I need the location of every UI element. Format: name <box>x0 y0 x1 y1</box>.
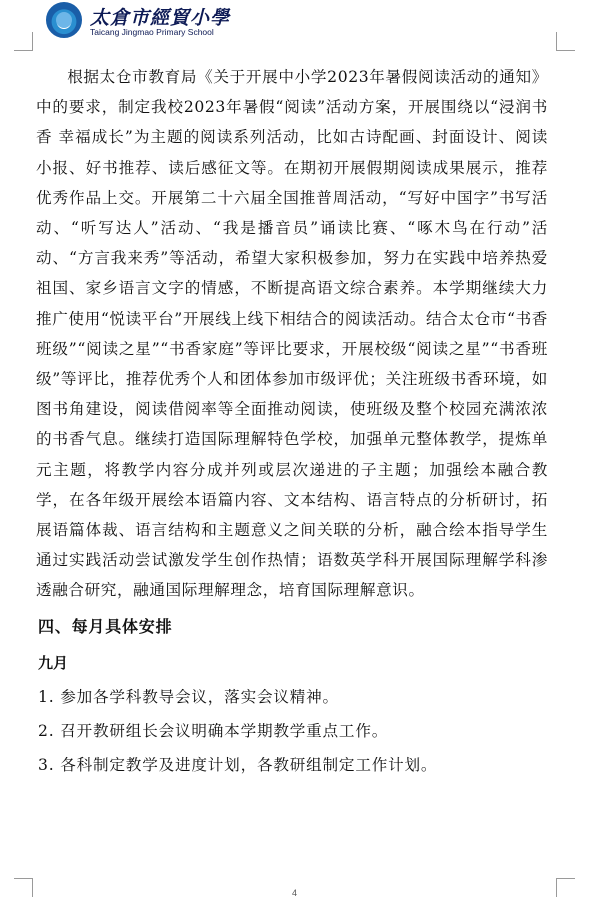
month-title: 九月 <box>38 653 69 672</box>
school-emblem-icon <box>46 2 82 38</box>
body-paragraph: 根据太仓市教育局《关于开展中小学2023年暑假阅读活动的通知》中的要求，制定我校2023年暑假“阅读”活动方案，开展围绕以“浸润书香 幸福成长”为主题的阅读系列活动，比如古诗配画、封面设计、阅读小报、好书推荐、读后感征文等。在期初开展假期阅读成果展示，推荐优秀作品上交。开展第二十六届全国推普周活动，“写好中国字”书写活动、“听写达人”活动、“我是播音员”诵读比赛、“啄木鸟在行动”活动、“方言我来秀”等活动，希望大家积极参加，努力在实践中培养热爱祖国、家乡语言文字的情感，不断提高语文综合素养。本学期继续大力推广使用“悦读平台”开展线上线下相结合的阅读活动。结合太仓市“书香班级”“阅读之星”“书香家庭”等评比要求，开展校级“阅读之星”“书香班级”等评比，推荐优秀个人和团体参加市级评优；关注班级书香环境，如图书角建设，阅读借阅率等全面推动阅读，使班级及整个校园充满浓浓的书香气息。继续打造国际理解特色学校，加强单元整体教学，提炼单元主题，将教学内容分成并列或层次递进的子主题；加强绘本融合教学，在各年级开展绘本语篇内容、文本结构、语言特点的分析研讨，拓展语篇体裁、语言结构和主题意义之间关联的分析，融合绘本指导学生通过实践活动尝试激发学生创作热情；语数英学科开展国际理解学科渗透融合研究，融通国际理解理念，培育国际理解意识。 <box>36 68 548 600</box>
section-title: 四、每月具体安排 <box>38 616 173 636</box>
page-number: 4 <box>291 888 297 898</box>
document-body <box>36 62 548 780</box>
school-name-en: Taicang Jingmao Primary School <box>90 27 214 37</box>
crop-mark-top-right <box>556 32 575 51</box>
list-item: 2. 召开教研组长会议明确本学期教学重点工作。 <box>38 721 389 740</box>
emblem-center <box>56 12 72 28</box>
school-header <box>46 0 346 46</box>
school-name-cn: 太倉市經貿小學 <box>90 7 231 29</box>
list-item: 3. 各科制定教学及进度计划，各教研组制定工作计划。 <box>38 755 438 774</box>
list-item: 1. 参加各学科教导会议，落实会议精神。 <box>38 687 339 706</box>
crop-mark-top-left <box>14 32 33 51</box>
